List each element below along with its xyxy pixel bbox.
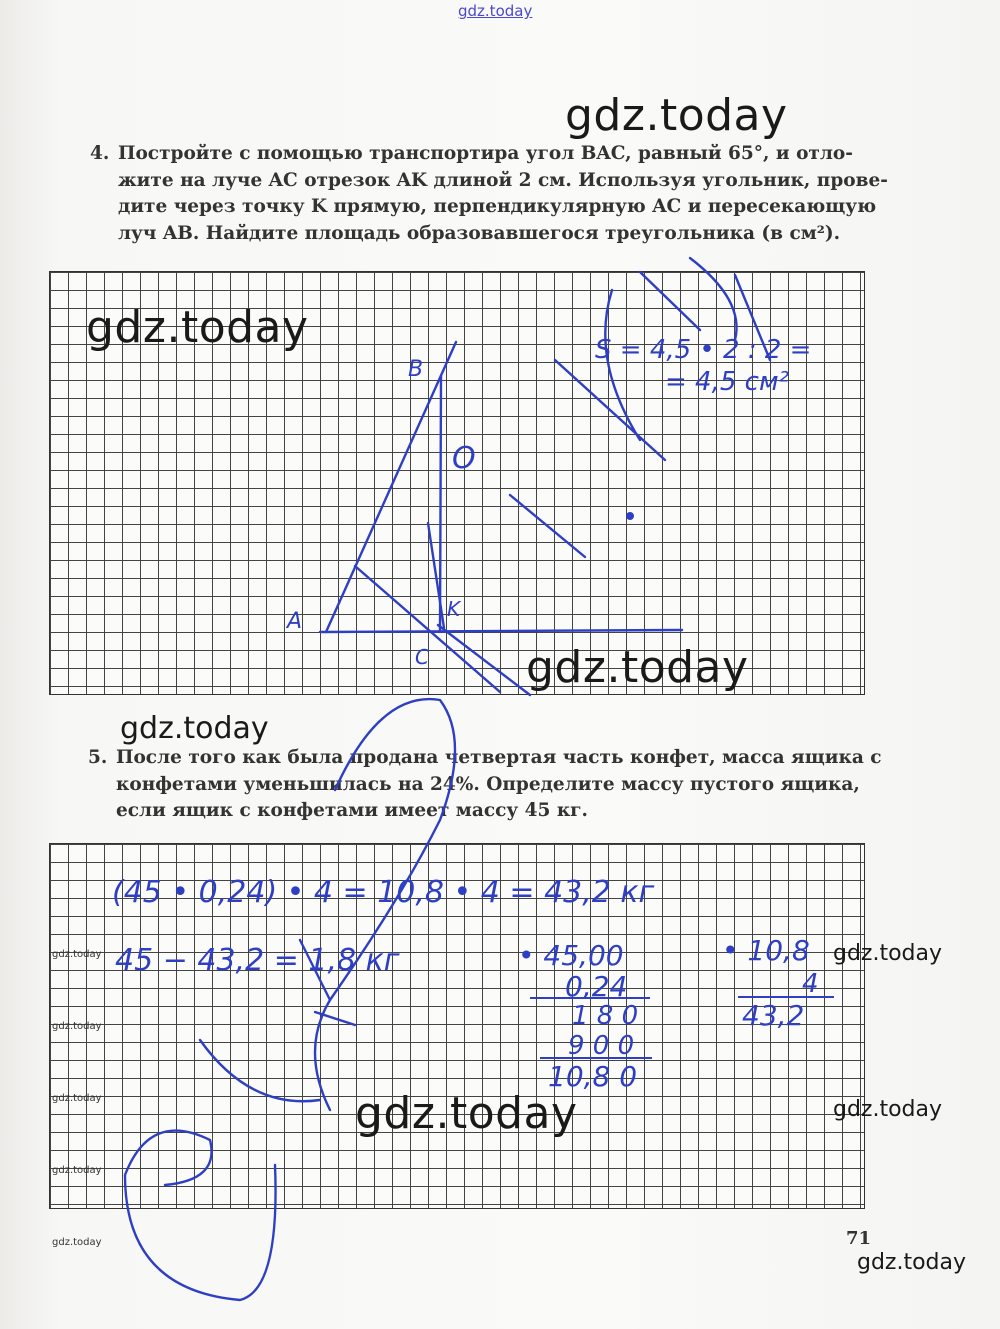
strike-line-6 <box>605 290 640 440</box>
strike-line-1 <box>355 566 500 692</box>
task-5-number: 5. <box>88 747 108 768</box>
ray-ab-line <box>326 342 456 632</box>
ray-ac-line <box>320 630 682 632</box>
top-site-link[interactable]: gdz.today <box>458 2 533 20</box>
watermark-bottom-right: gdz.today <box>857 1250 967 1275</box>
watermark-small-5: gdz.today <box>52 1237 102 1248</box>
calc-2-mult: 4 <box>802 969 819 999</box>
task-5-line-3: если ящик с конфетами имеет массу 45 кг. <box>116 800 588 821</box>
watermark-grid-3: gdz.today <box>355 1088 578 1139</box>
watermark-small-4: gdz.today <box>52 1165 102 1176</box>
task-4-line-4: луч AB. Найдите площадь образовавшегося треугольника (в см²). <box>118 222 841 244</box>
task-4-line-1: 4. Постройте с помощью транспортира угол BAC, равный 65°, и отло- <box>90 141 888 168</box>
solution-line-2: 45 − 43,2 = 1,8 кг <box>115 943 400 978</box>
ink-dot <box>626 512 634 520</box>
calc-1-mult: 0,24 <box>565 970 628 1003</box>
task-4-number: 4. <box>90 143 110 164</box>
label-b: B <box>408 357 424 382</box>
watermark-top: gdz.today <box>565 90 788 141</box>
watermark-small-2: gdz.today <box>52 1021 102 1032</box>
task-4-line-2: жите на луче AC отрезок AK длиной 2 см. Используя угольник, прове- <box>118 169 888 191</box>
watermark-right-1: gdz.today <box>833 941 943 966</box>
watermark-right-2: gdz.today <box>833 1097 943 1122</box>
calc-1-top: • 45,00 <box>518 939 624 972</box>
area-line-2: = 4,5 см² <box>665 367 789 397</box>
mark-o: O <box>452 441 476 476</box>
label-k: K <box>447 597 461 621</box>
ink-e-letter <box>125 1131 276 1300</box>
watermark-grid-2: gdz.today <box>526 642 749 693</box>
watermark-small-1: gdz.today <box>52 949 102 960</box>
task-4-line-3: дите через точку K прямую, перпендикулярную AC и пересекающую <box>118 196 877 217</box>
task-5-line-1: 5. После того как была продана четвертая часть конфет, масса ящика с <box>88 745 882 772</box>
watermark-grid-1: gdz.today <box>86 302 309 353</box>
strike-line-4 <box>510 495 585 557</box>
calc-1-result: 10,8 0 <box>548 1060 638 1093</box>
perpendicular-line <box>440 376 441 632</box>
label-c: C <box>415 645 429 669</box>
calc-1-partial-2: 9 0 0 <box>568 1031 635 1061</box>
area-line-1: S = 4,5 • 2 : 2 = <box>595 335 812 365</box>
watermark-small-3: gdz.today <box>52 1093 102 1104</box>
ink-loop-small <box>200 1040 320 1101</box>
calc-2-top: • 10,8 <box>722 934 810 967</box>
strike-line-7 <box>640 272 700 330</box>
strike-line-2 <box>428 523 444 628</box>
solution-line-1: (45 • 0,24) • 4 = 10,8 • 4 = 43,2 кг <box>112 875 655 910</box>
calc-2-result: 43,2 <box>742 999 805 1032</box>
task-5-line-2: конфетами уменьшилась на 24%. Определите массу пустого ящика, <box>116 773 860 795</box>
strike-line-3 <box>438 625 530 695</box>
watermark-task5: gdz.today <box>120 711 269 746</box>
page-number: 71 <box>846 1228 872 1249</box>
label-a: A <box>287 609 303 634</box>
calc-1-partial-1: 1 8 0 <box>572 1001 639 1031</box>
